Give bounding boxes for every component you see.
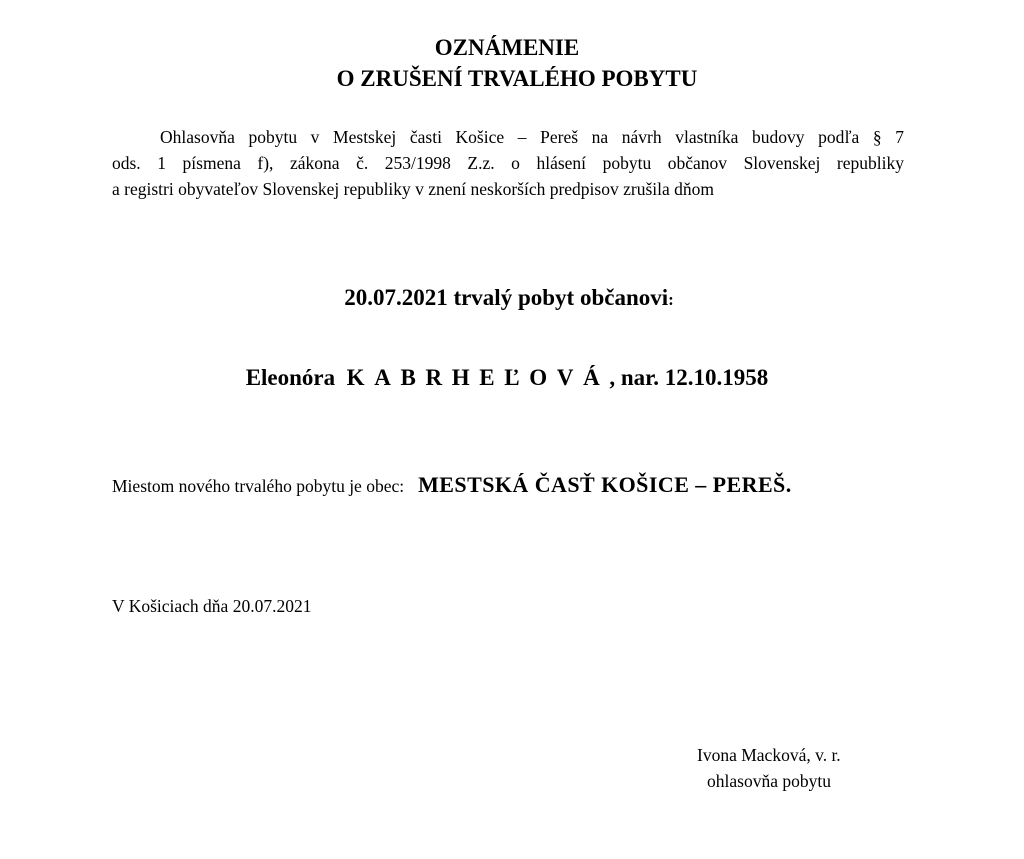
place-and-date: V Košiciach dňa 20.07.2021 bbox=[112, 596, 312, 616]
new-residence bbox=[112, 472, 792, 498]
document-title: OZNÁMENIE bbox=[434, 35, 580, 60]
cancellation-date-text: 20.07.2021 trvalý pobyt občanovi bbox=[344, 285, 669, 310]
citizen-first-name: Eleonóra bbox=[245, 365, 336, 390]
signature-block bbox=[697, 742, 841, 794]
citizen-line bbox=[0, 363, 1019, 393]
signature-name: Ivona Macková, v. r. bbox=[697, 745, 841, 765]
intro-line-1: Ohlasovňa pobytu v Mestskej časti Košice – Pereš na návrh vlastníka budovy podľa § 7 bbox=[160, 127, 904, 147]
signature-role: ohlasovňa pobytu bbox=[707, 771, 831, 791]
citizen-surname: KABRHEĽOVÁ bbox=[346, 365, 610, 390]
intro-line-3: a registri obyvateľov Slovenskej republiky v znení neskorších predpisov zrušila dňom bbox=[112, 179, 714, 199]
cancellation-date-line bbox=[0, 283, 1021, 315]
citizen-birth: , nar. 12.10.1958 bbox=[609, 365, 769, 390]
new-residence-value: MESTSKÁ ČASŤ KOŠICE – PEREŠ. bbox=[418, 472, 792, 497]
document-subtitle: O ZRUŠENÍ TRVALÉHO POBYTU bbox=[336, 66, 698, 91]
cancellation-colon: : bbox=[668, 290, 674, 309]
intro-paragraph bbox=[112, 124, 904, 202]
new-residence-label: Miestom nového trvalého pobytu je obec: bbox=[112, 476, 405, 496]
intro-line-2: ods. 1 písmena f), zákona č. 253/1998 Z.z. o hlásení pobytu občanov Slovenskej republiky bbox=[112, 153, 904, 173]
